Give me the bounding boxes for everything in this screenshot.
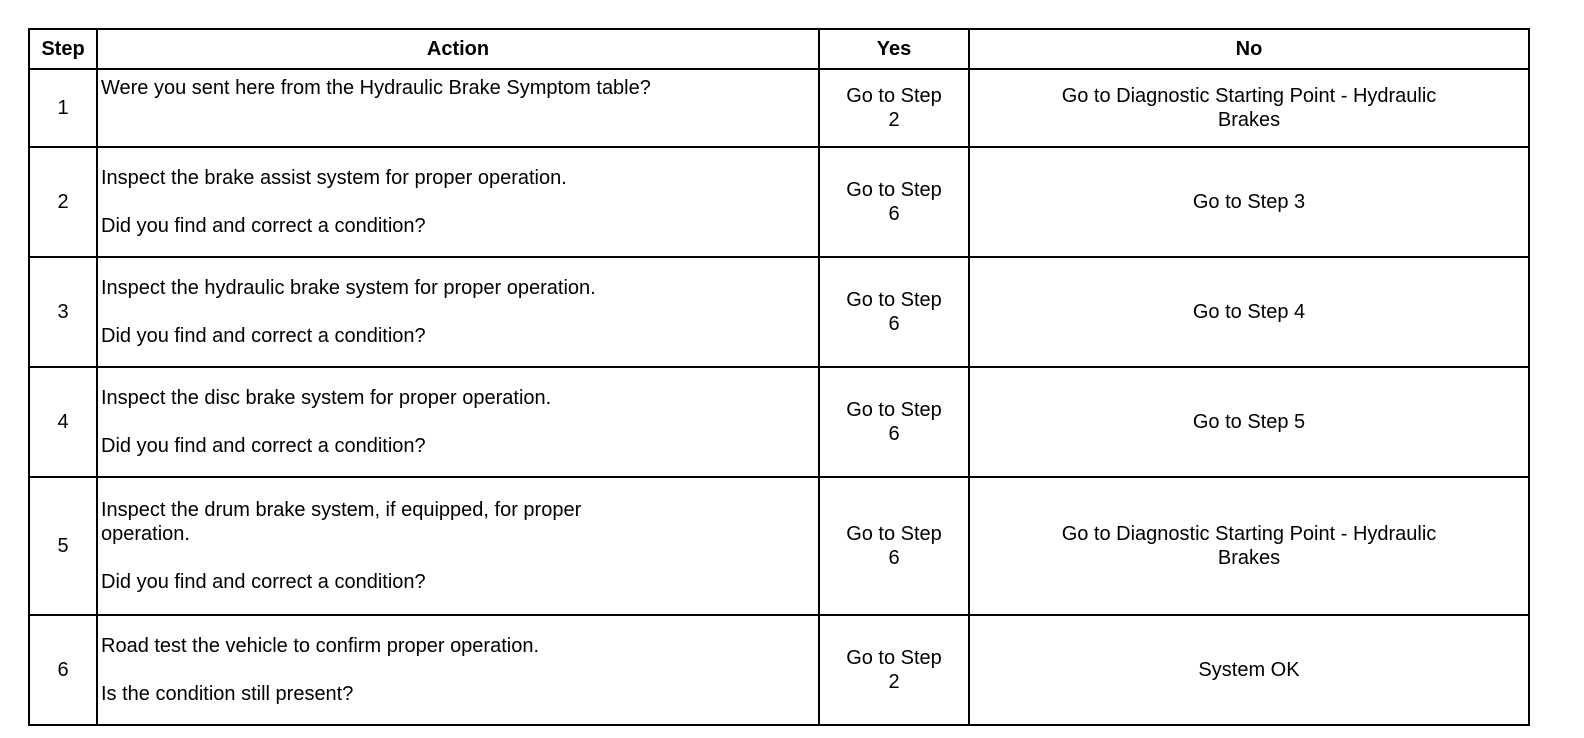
step-number: 1 (29, 69, 97, 147)
action-question: Did you find and correct a condition? (101, 435, 426, 457)
no-cell (969, 147, 1529, 257)
yes-step: 6 (888, 203, 900, 225)
action-text: Road test the vehicle to confirm proper operation. (101, 635, 540, 657)
action-question: Did you find and correct a condition? (101, 571, 426, 593)
action-text: Were you sent here from the Hydraulic Brake Symptom table? (101, 77, 651, 99)
step-number: 2 (29, 147, 97, 257)
yes-step: 6 (888, 313, 900, 335)
table-row (29, 615, 1529, 725)
no-text: Go to Step 3 (1192, 191, 1306, 213)
action-cell (97, 147, 819, 257)
action-question: Did you find and correct a condition? (101, 215, 426, 237)
action-text-2: operation. (101, 523, 190, 545)
header-action: Action (97, 29, 819, 69)
yes-cell (819, 147, 969, 257)
action-cell (97, 69, 819, 147)
yes-cell (819, 615, 969, 725)
action-text: Inspect the brake assist system for proper operation. (101, 167, 567, 189)
table-row (29, 257, 1529, 367)
no-cell (969, 69, 1529, 147)
yes-cell (819, 69, 969, 147)
no-text: System OK (1198, 659, 1300, 681)
yes-cell (819, 367, 969, 477)
action-cell (97, 367, 819, 477)
yes-step: 6 (888, 547, 900, 569)
yes-text: Go to Step (846, 647, 942, 669)
yes-cell (819, 257, 969, 367)
no-cell (969, 257, 1529, 367)
step-number: 3 (29, 257, 97, 367)
no-cell (969, 477, 1529, 615)
action-cell (97, 615, 819, 725)
action-text: Inspect the disc brake system for proper operation. (101, 387, 552, 409)
yes-step: 2 (888, 109, 900, 131)
no-cell (969, 615, 1529, 725)
yes-text: Go to Step (846, 399, 942, 421)
action-cell (97, 257, 819, 367)
header-step: Step (29, 29, 97, 69)
no-cell (969, 367, 1529, 477)
no-text-2: Brakes (1217, 547, 1281, 569)
yes-text: Go to Step (846, 289, 942, 311)
step-number: 5 (29, 477, 97, 615)
no-text: Go to Diagnostic Starting Point - Hydraulic (1061, 85, 1437, 107)
no-text: Go to Step 4 (1192, 301, 1306, 323)
no-text: Go to Step 5 (1192, 411, 1306, 433)
diagnostic-table (28, 28, 1530, 726)
no-text-2: Brakes (1217, 109, 1281, 131)
table-row (29, 69, 1529, 147)
action-question: Did you find and correct a condition? (101, 325, 426, 347)
table-row (29, 477, 1529, 615)
header-yes: Yes (819, 29, 969, 69)
action-text: Inspect the drum brake system, if equipped, for proper (101, 499, 582, 521)
yes-text: Go to Step (846, 523, 942, 545)
action-cell (97, 477, 819, 615)
step-number: 4 (29, 367, 97, 477)
header-no: No (969, 29, 1529, 69)
no-text: Go to Diagnostic Starting Point - Hydraulic (1061, 523, 1437, 545)
table-row (29, 367, 1529, 477)
action-question: Is the condition still present? (101, 683, 354, 705)
action-spacer (101, 410, 818, 434)
action-spacer (101, 546, 818, 570)
action-spacer (101, 190, 818, 214)
table-row (29, 147, 1529, 257)
step-number: 6 (29, 615, 97, 725)
yes-text: Go to Step (846, 179, 942, 201)
yes-step: 6 (888, 423, 900, 445)
yes-cell (819, 477, 969, 615)
header-row (29, 29, 1529, 69)
yes-text: Go to Step (846, 85, 942, 107)
action-spacer (101, 300, 818, 324)
action-spacer (101, 658, 818, 682)
action-text: Inspect the hydraulic brake system for proper operation. (101, 277, 596, 299)
yes-step: 2 (888, 671, 900, 693)
